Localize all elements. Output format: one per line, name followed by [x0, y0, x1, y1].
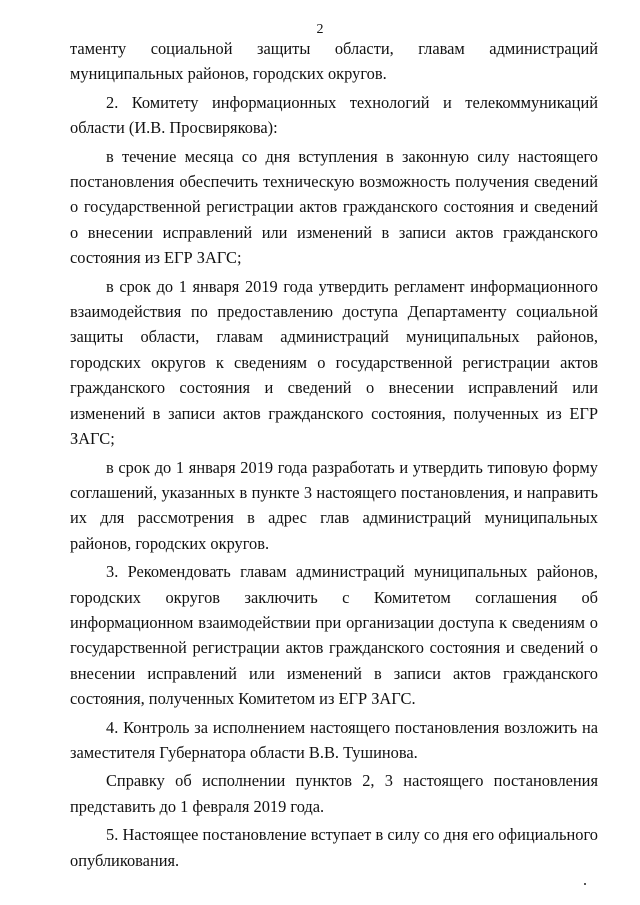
- paragraph-item-2-subitem-2: в срок до 1 января 2019 года утвердить регламент информационного взаимодействия по предоставлению доступа Департаменту социальной защиты области, главам администраций муниципальных районов, городских округов к сведениям о государственной регистрации актов гражданского состояния и сведений о внесении исправлений или изменений в записи актов гражданского состояния, полученных из ЕГР ЗАГС;: [70, 276, 598, 449]
- paragraph-item-2-subitem-3: в срок до 1 января 2019 года разработать и утвердить типовую форму соглашений, указанных в пункте 3 настоящего постановления, и направить их для рассмотрения в адрес глав администраций муниципальных районов, городских округов.: [70, 457, 598, 553]
- paragraph-continuation: таменту социальной защиты области, главам администраций муниципальных районов, городских округов.: [70, 39, 598, 84]
- paragraph-report-deadline: Справку об исполнении пунктов 2, 3 настоящего постановления представить до 1 февраля 2019 года.: [70, 771, 598, 816]
- paragraph-item-2-subitem-1: в течение месяца со дня вступления в законную силу настоящего постановления обеспечить техническую возможность получения сведений о государственной регистрации актов гражданского состояния и сведений о внесении исправлений или изменений в записи актов гражданского состояния из ЕГР ЗАГС;: [70, 146, 598, 268]
- paragraph-item-3: 3. Рекомендовать главам администраций муниципальных районов, городских округов заключить с Комитетом соглашения об информационном взаимодействии при организации доступа к сведениям о государственной регистрации актов гражданского состояния и сведений о внесении исправлений или изменений в записи актов гражданского состояния, полученных Комитетом из ЕГР ЗАГС.: [70, 562, 598, 709]
- paragraph-item-4: 4. Контроль за исполнением настоящего постановления возложить на заместителя Губернатора области В.В. Тушинова.: [70, 717, 598, 762]
- paragraph-item-2: 2. Комитету информационных технологий и телекоммуникаций области (И.В. Просвирякова):: [70, 92, 598, 138]
- document-body: [70, 36, 598, 873]
- paragraph-item-5: 5. Настоящее постановление вступает в силу со дня его официального опубликования.: [70, 825, 598, 870]
- scan-artifact: [584, 883, 586, 885]
- page-number: 2: [316, 22, 324, 37]
